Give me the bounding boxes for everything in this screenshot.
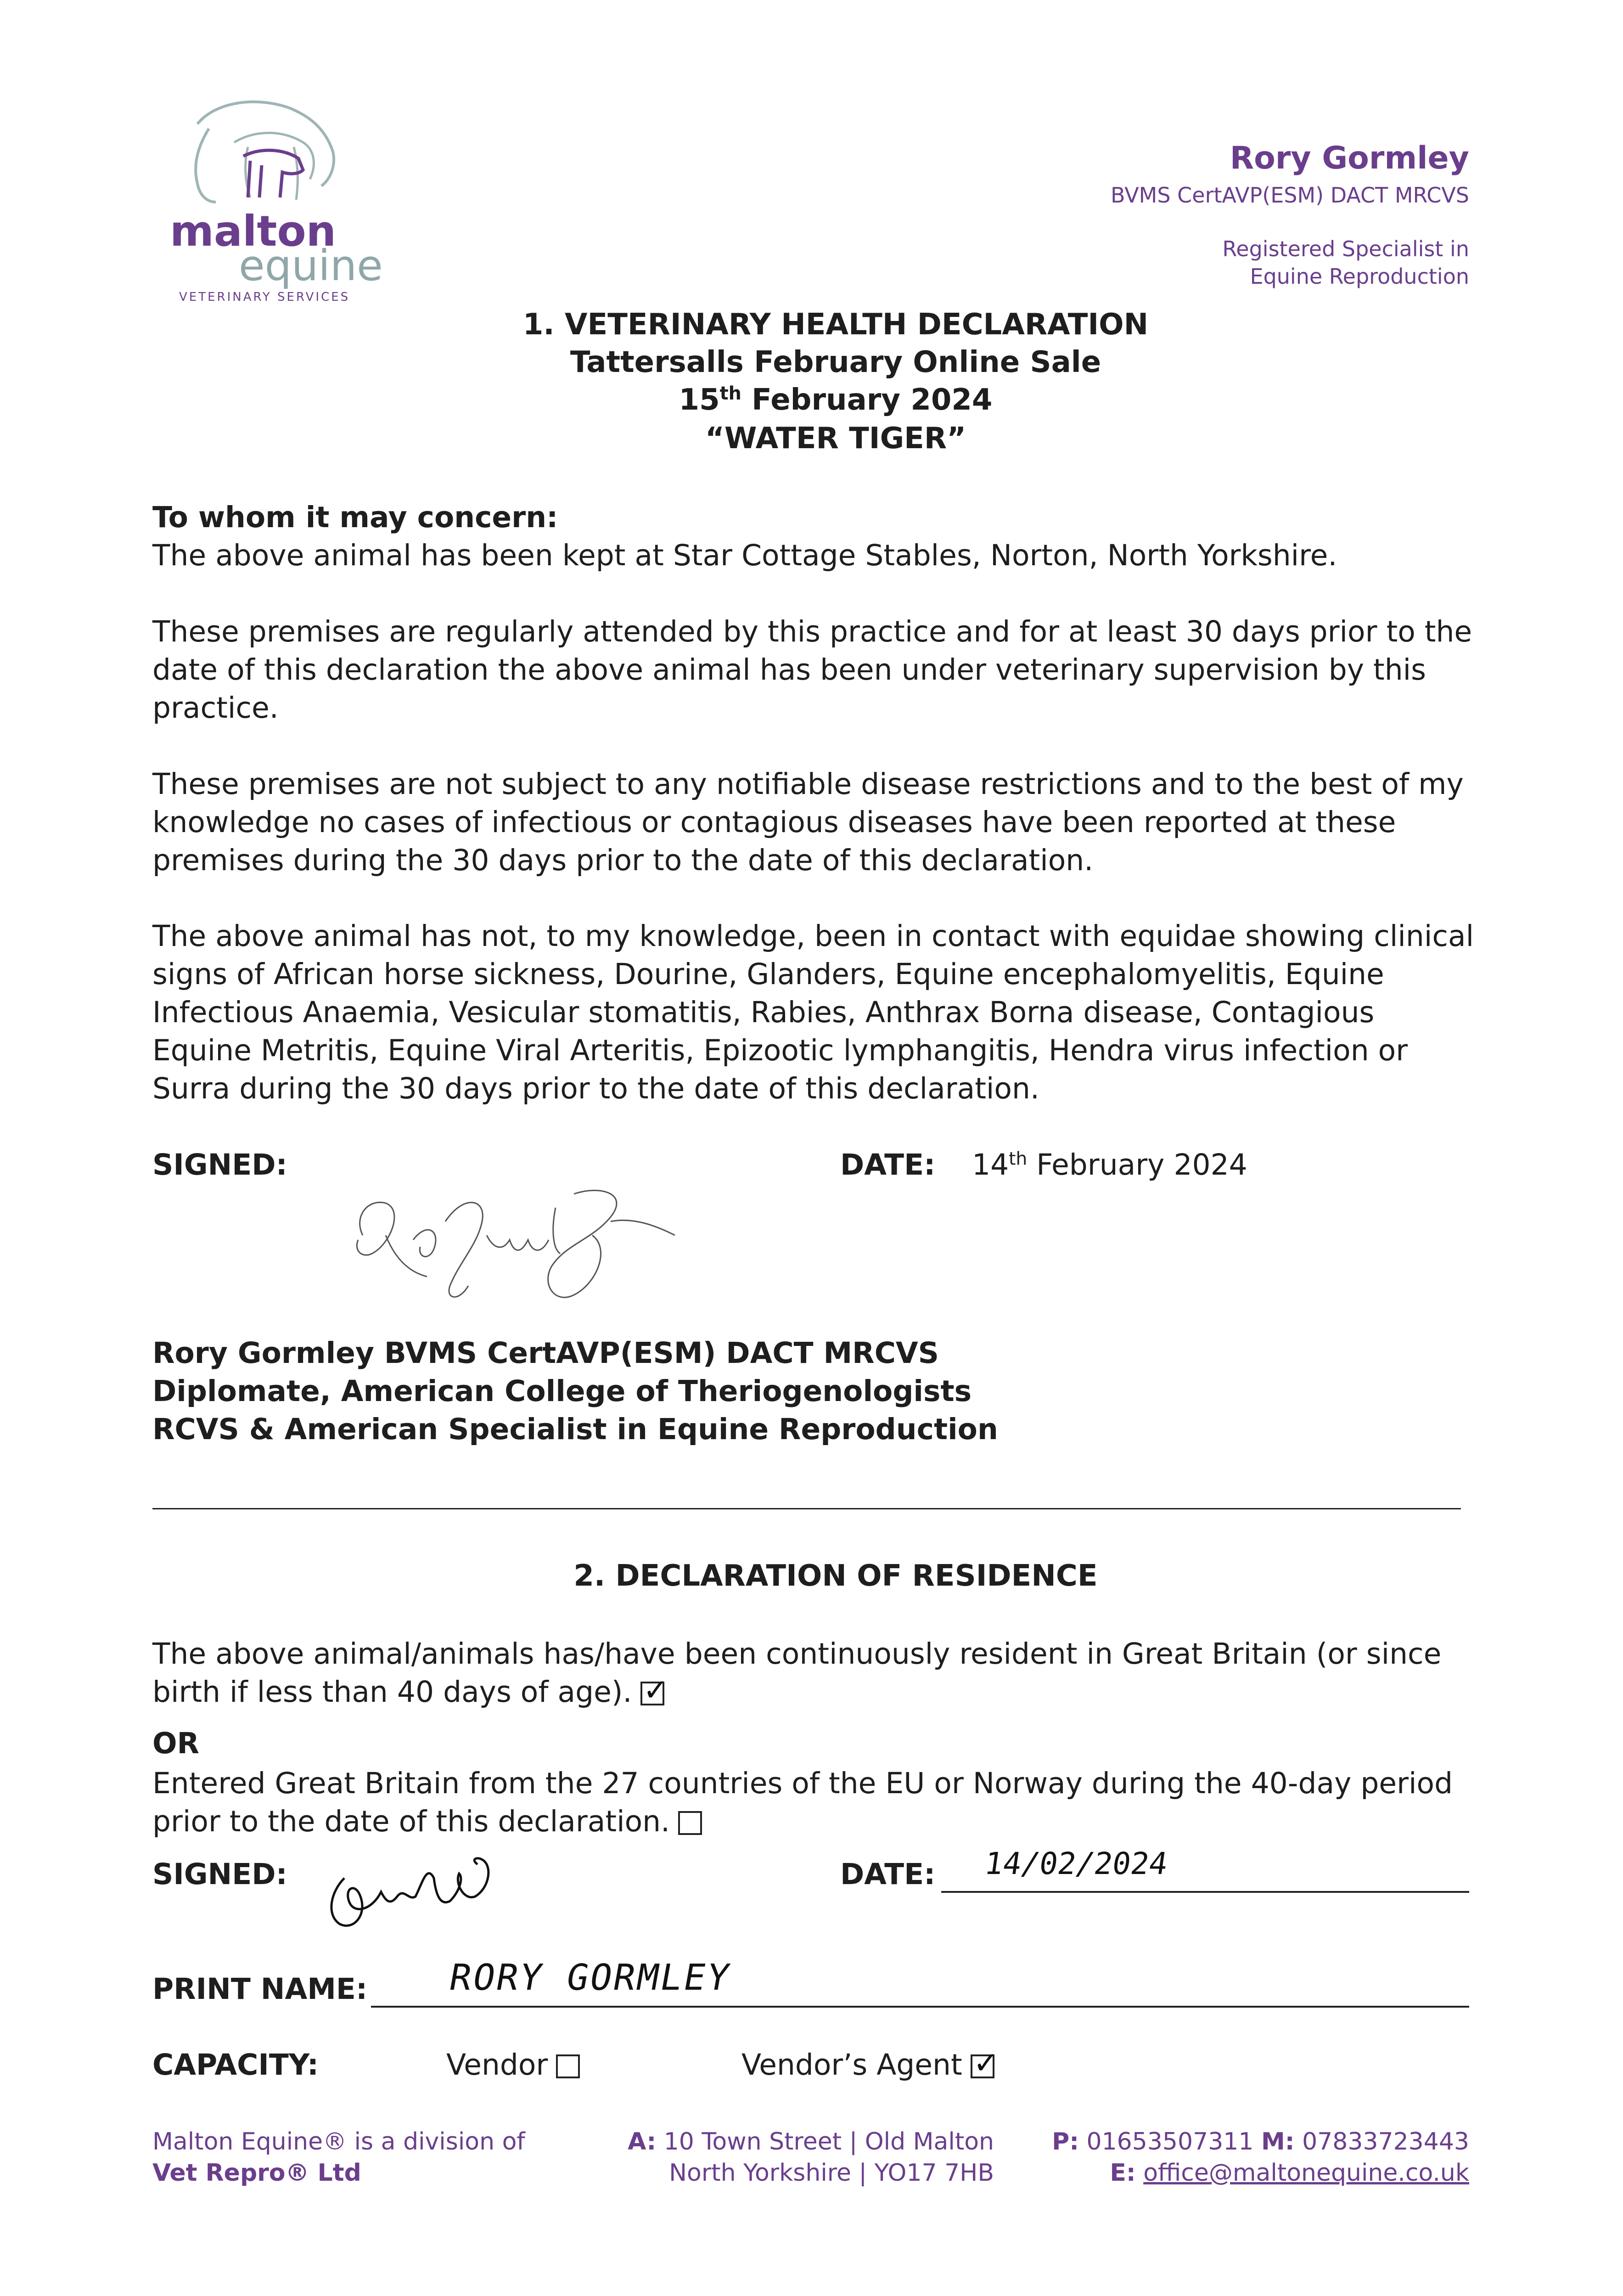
email-link[interactable]: office@maltonequine.co.uk [1143,2159,1469,2187]
handwritten-print-name: RORY GORMLEY [446,1957,735,1998]
logo-wordmark-equine: equine [239,241,383,290]
footer-division: Malton Equine® is a division of [152,2128,525,2155]
paragraph-contact: The above animal has not, to my knowledge, been in contact with equidae showing clinical signs of African horse sickness, Dourine, Glanders, Equine encephalomyelitis, Equine Infectious Anaemia, Vesicular stomatitis, Rabies, Anthrax Borna disease, Contagious Equine Metritis, Equine Viral Arteritis, Epizootic lymphangitis, Hendra virus infection or Surra during the 30 days prior to the date of this declaration. [152,919,1474,1105]
footer-company-name: Vet Repro® Ltd [152,2159,361,2187]
email-label: E: [1110,2159,1136,2187]
address-label: A: [628,2128,657,2155]
residence-statement: The above animal/animals has/have been continuously resident in Great Britain (or since birth if less than 40 days of age). ✓ [152,1637,1442,1709]
phone-number: 01653507311 [1086,2128,1254,2155]
entered-statement: Entered Great Britain from the 27 countries of the EU or Norway during the 40-day period prior to the date of this declaration. [152,1767,1453,1838]
date-line [941,1891,1469,1893]
signed-label-1: SIGNED: [152,1148,287,1182]
salutation: To whom it may concern: [152,501,558,534]
credentials-block [152,1334,998,1448]
capacity-vendor: Vendor [446,2048,580,2082]
phone-label: P: [1052,2128,1079,2155]
section2-title: 2. DECLARATION OF RESIDENCE [573,1559,1098,1593]
credentials-line3: RCVS & American Specialist in Equine Reproduction [152,1412,998,1446]
signature-1 [335,1166,684,1304]
capacity-vendors-agent: Vendor’s Agent ✓ [741,2045,999,2082]
sale-date: 15th February 2024 [679,383,993,417]
print-name-line [371,2006,1469,2008]
header-specialist-line1: Registered Specialist in [1222,236,1469,261]
sale-name: Tattersalls February Online Sale [570,345,1101,379]
signed-label-2: SIGNED: [152,1857,287,1891]
horse-name: “WATER TIGER” [705,422,966,456]
credentials-line2: Diplomate, American College of Theriogenologists [152,1374,972,1408]
handwritten-date: 14/02/2024 [982,1846,1170,1881]
paragraph-supervision: These premises are regularly attended by this practice and for at least 30 days prior to the date of this declaration the above animal has been under veterinary supervision by this practice. [152,615,1472,725]
header-qualifications: BVMS CertAVP(ESM) DACT MRCVS [1111,183,1469,208]
date-label-2: DATE: [840,1857,936,1891]
capacity-label: CAPACITY: [152,2048,319,2082]
section1-title: 1. VETERINARY HEALTH DECLARATION [522,308,1149,342]
address-line1: 10 Town Street | Old Malton [663,2128,994,2155]
footer-company [152,2126,525,2189]
checkmark-icon: ✓ [643,1672,668,1708]
residence-checkbox[interactable] [640,1672,668,1708]
header-specialist-line2: Equine Reproduction [1250,264,1469,289]
section-divider [152,1508,1461,1509]
credentials-line1: Rory Gormley BVMS CertAVP(ESM) DACT MRCVS [152,1336,939,1370]
declaration-date: 14th February 2024 [972,1148,1247,1182]
agent-checkbox[interactable] [971,2045,999,2081]
mobile-label: M: [1261,2128,1295,2155]
address-line2: North Yorkshire | YO17 7HB [669,2159,994,2187]
print-name-label: PRINT NAME: [152,1972,368,2006]
vendor-checkbox[interactable] [556,2054,580,2078]
entered-checkbox[interactable] [678,1811,702,1835]
malton-equine-logo [165,92,404,308]
footer-contact [1052,2126,1469,2189]
footer-address [627,2126,994,2189]
header-name: Rory Gormley [1230,140,1469,176]
date-label-1: DATE: [840,1148,936,1182]
checkmark-icon: ✓ [973,2045,999,2081]
logo-tagline: VETERINARY SERVICES [179,290,350,304]
paragraph-kept-at: The above animal has been kept at Star Cottage Stables, Norton, North Yorkshire. [152,539,1337,572]
logo-wordmark-malton: malton [170,207,337,256]
signature-2 [317,1837,514,1933]
or-label: OR [152,1727,200,1760]
horse-logo-icon [165,92,404,308]
mobile-number: 07833723443 [1302,2128,1469,2155]
paragraph-restrictions: These premises are not subject to any notifiable disease restrictions and to the best of my knowledge no cases of infectious or contagious diseases have been reported at these premises during the 30 days prior to the date of this declaration. [152,767,1464,877]
